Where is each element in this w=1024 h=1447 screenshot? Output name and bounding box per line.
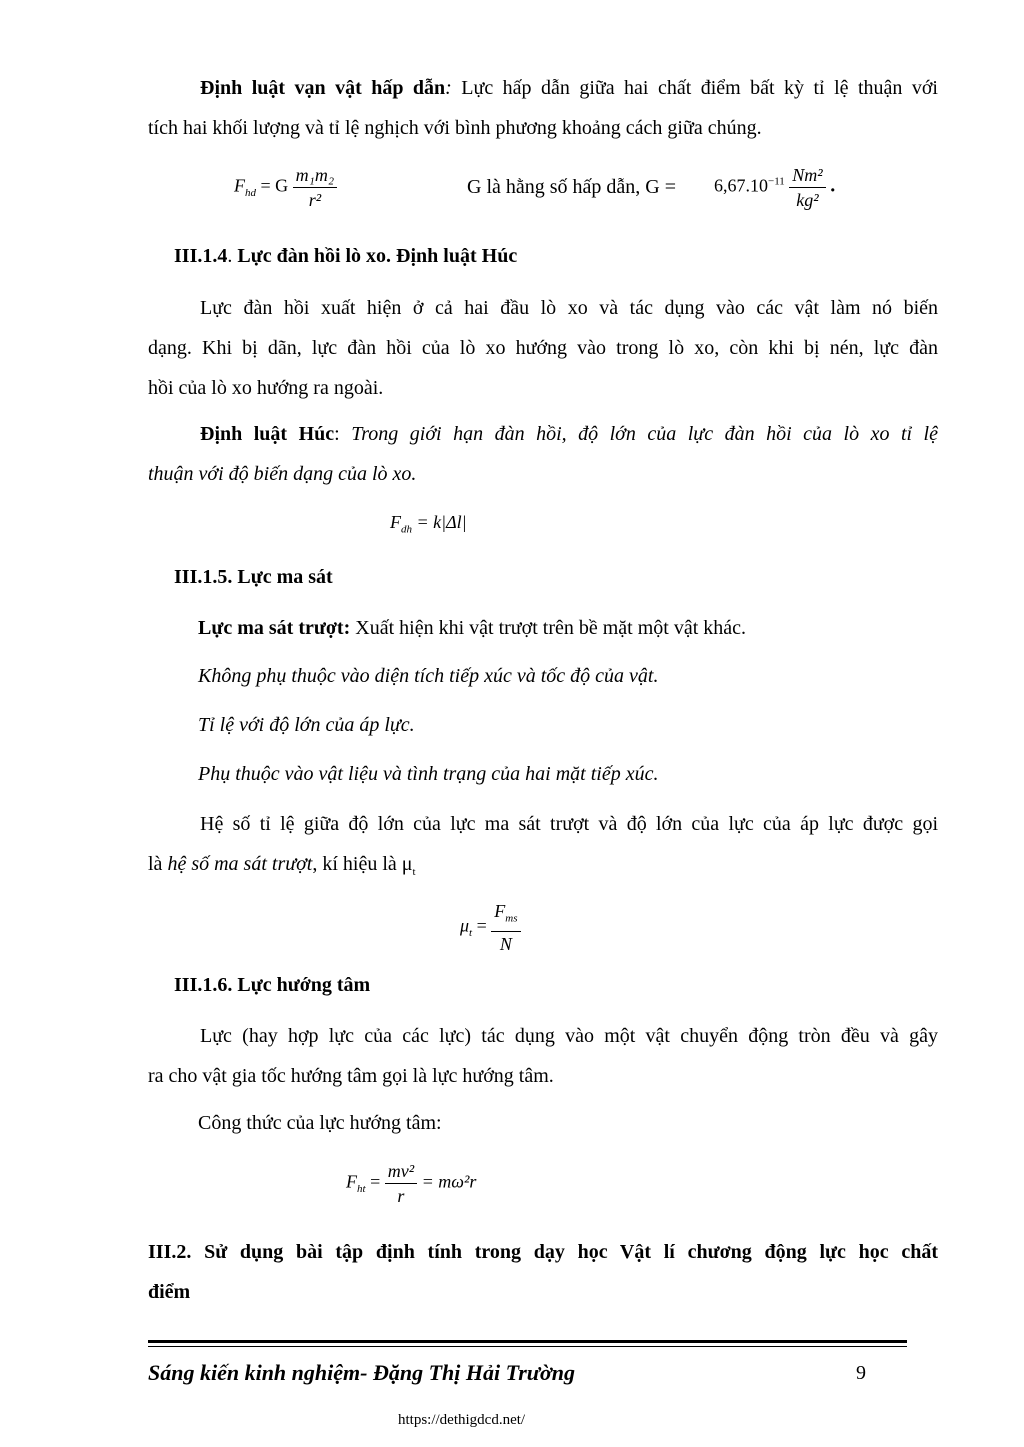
equals-G: = G [256, 175, 289, 196]
elastic-force-paragraph [148, 288, 938, 408]
footer-rule-thin [148, 1346, 907, 1347]
footer-author: Sáng kiến kinh nghiệm- Đặng Thị Hải Trường [148, 1360, 575, 1385]
fraction-denominator: r [397, 1186, 405, 1206]
constant-exponent: −11 [768, 175, 785, 188]
friction-force-symbol: F [494, 901, 506, 921]
force-symbol: F [234, 175, 245, 196]
elastic-line3: hồi của lò xo hướng ra ngoài. [148, 377, 384, 399]
fraction-denominator: N [499, 933, 512, 954]
hooke-law-line2: thuận với độ biến dạng của lò xo. [148, 463, 417, 485]
force-subscript: hd [245, 187, 256, 200]
fraction-numerator [491, 900, 520, 932]
velocity-fraction [385, 1160, 417, 1207]
force-symbol: F [346, 1171, 357, 1192]
friction-property-3: Phụ thuộc vào vật liệu và tình trạng của hai mặt tiếp xúc. [198, 763, 659, 785]
gravitation-formula [234, 164, 337, 211]
section-heading-3-1-4: III.1.4. Lực đàn hồi lò xo. Định luật Húc [174, 245, 518, 267]
page-number: 9 [856, 1362, 866, 1384]
elastic-line1: Lực đàn hồi xuất hiện ở cả hai đầu lò xo và tác dụng vào các vật làm nó biến [200, 297, 938, 319]
footer-rule-thick [148, 1340, 907, 1343]
unit-fraction [789, 164, 825, 211]
gravitation-law-line2: tích hai khối lượng và tỉ lệ nghịch với bình phương khoảng cách giữa chúng. [148, 117, 762, 139]
hooke-law-text: Trong giới hạn đàn hồi, độ lớn của lực đàn hồi của lò xo tỉ lệ [351, 423, 938, 445]
section-title: Lực đàn hồi lò xo. Định luật Húc [232, 245, 518, 267]
coefficient-symbol-text: , kí hiệu là μ [312, 853, 413, 875]
friction-fraction [491, 900, 520, 955]
gravitation-paragraph [148, 68, 938, 148]
period: . [830, 174, 836, 197]
section-number: III.1.4 [174, 245, 228, 267]
friction-property-2: Tỉ lệ với độ lớn của áp lực. [198, 714, 415, 736]
section-heading-line1: III.2. Sử dụng bài tập định tính trong dạy học Vật lí chương động lực học chất [148, 1241, 938, 1263]
colon: : [445, 77, 452, 99]
section-heading-3-1-5: III.1.5. Lực ma sát [174, 566, 333, 588]
centripetal-line2: ra cho vật gia tốc hướng tâm gọi là lực hướng tâm. [148, 1065, 554, 1087]
mass-fraction [293, 164, 338, 211]
section-heading-3-2 [148, 1232, 938, 1312]
equals: = [365, 1171, 385, 1192]
force-subscript: ht [357, 1183, 366, 1196]
mu-subscript: t [469, 927, 473, 940]
centripetal-formula-lead: Công thức của lực hướng tâm: [198, 1112, 442, 1134]
hooke-formula [390, 512, 467, 536]
sliding-friction-title: Lực ma sát trượt: [198, 617, 351, 639]
source-url[interactable]: https://dethigdcd.net/ [398, 1412, 526, 1428]
mu-symbol: μ [460, 915, 470, 936]
gravitational-constant-value [714, 164, 835, 211]
colon: : [334, 423, 352, 445]
force-subscript: dh [401, 523, 412, 536]
fraction-denominator: r² [308, 190, 322, 210]
unit-numerator: Nm² [789, 164, 825, 188]
coefficient-subscript: t [412, 866, 416, 878]
centripetal-formula [346, 1160, 476, 1207]
section-heading-3-1-6: III.1.6. Lực hướng tâm [174, 974, 371, 996]
hooke-law-title: Định luật Húc [200, 423, 335, 445]
friction-lead [198, 608, 938, 648]
friction-coefficient-formula [460, 900, 521, 955]
friction-property-1: Không phụ thuộc vào diện tích tiếp xúc và tốc độ của vật. [198, 665, 659, 687]
section-heading-line2: điểm [148, 1281, 191, 1303]
angular-expression: = mω²r [417, 1171, 477, 1192]
centripetal-paragraph [148, 1016, 938, 1096]
elastic-line2: dạng. Khi bị dãn, lực đàn hồi của lò xo hướng vào trong lò xo, còn khi bị nén, lực đàn [148, 337, 938, 359]
gravitation-law-text: Lực hấp dẫn giữa hai chất điểm bất kỳ tỉ lệ thuận với [451, 77, 938, 99]
equals: = [472, 915, 492, 936]
unit-denominator: kg² [796, 190, 819, 210]
fraction-numerator: mv² [385, 1160, 417, 1184]
coefficient-line2 [148, 844, 938, 892]
centripetal-line1: Lực (hay hợp lực của các lực) tác dụng vào một vật chuyển động tròn đều và gây [200, 1025, 938, 1047]
friction-force-subscript: ms [505, 912, 518, 925]
constant-mantissa: 6,67.10 [714, 175, 768, 196]
gravitational-constant-text: G là hằng số hấp dẫn, G = [467, 176, 677, 198]
sliding-friction-text: Xuất hiện khi vật trượt trên bề mặt một vật khác. [350, 617, 747, 639]
force-symbol: F [390, 512, 401, 532]
fraction-numerator: m₁m₂ [293, 164, 338, 188]
hooke-expression: = k|Δl| [412, 512, 467, 532]
coefficient-line1: Hệ số tỉ lệ giữa độ lớn của lực ma sát trượt và độ lớn của lực của áp lực được gọi [200, 813, 938, 835]
friction-coefficient-paragraph [148, 804, 938, 892]
gravitation-law-title: Định luật vạn vật hấp dẫn [200, 77, 446, 99]
coefficient-term: hệ số ma sát trượt [167, 853, 313, 875]
text-la: là [148, 853, 168, 875]
hooke-law-paragraph [148, 414, 938, 494]
